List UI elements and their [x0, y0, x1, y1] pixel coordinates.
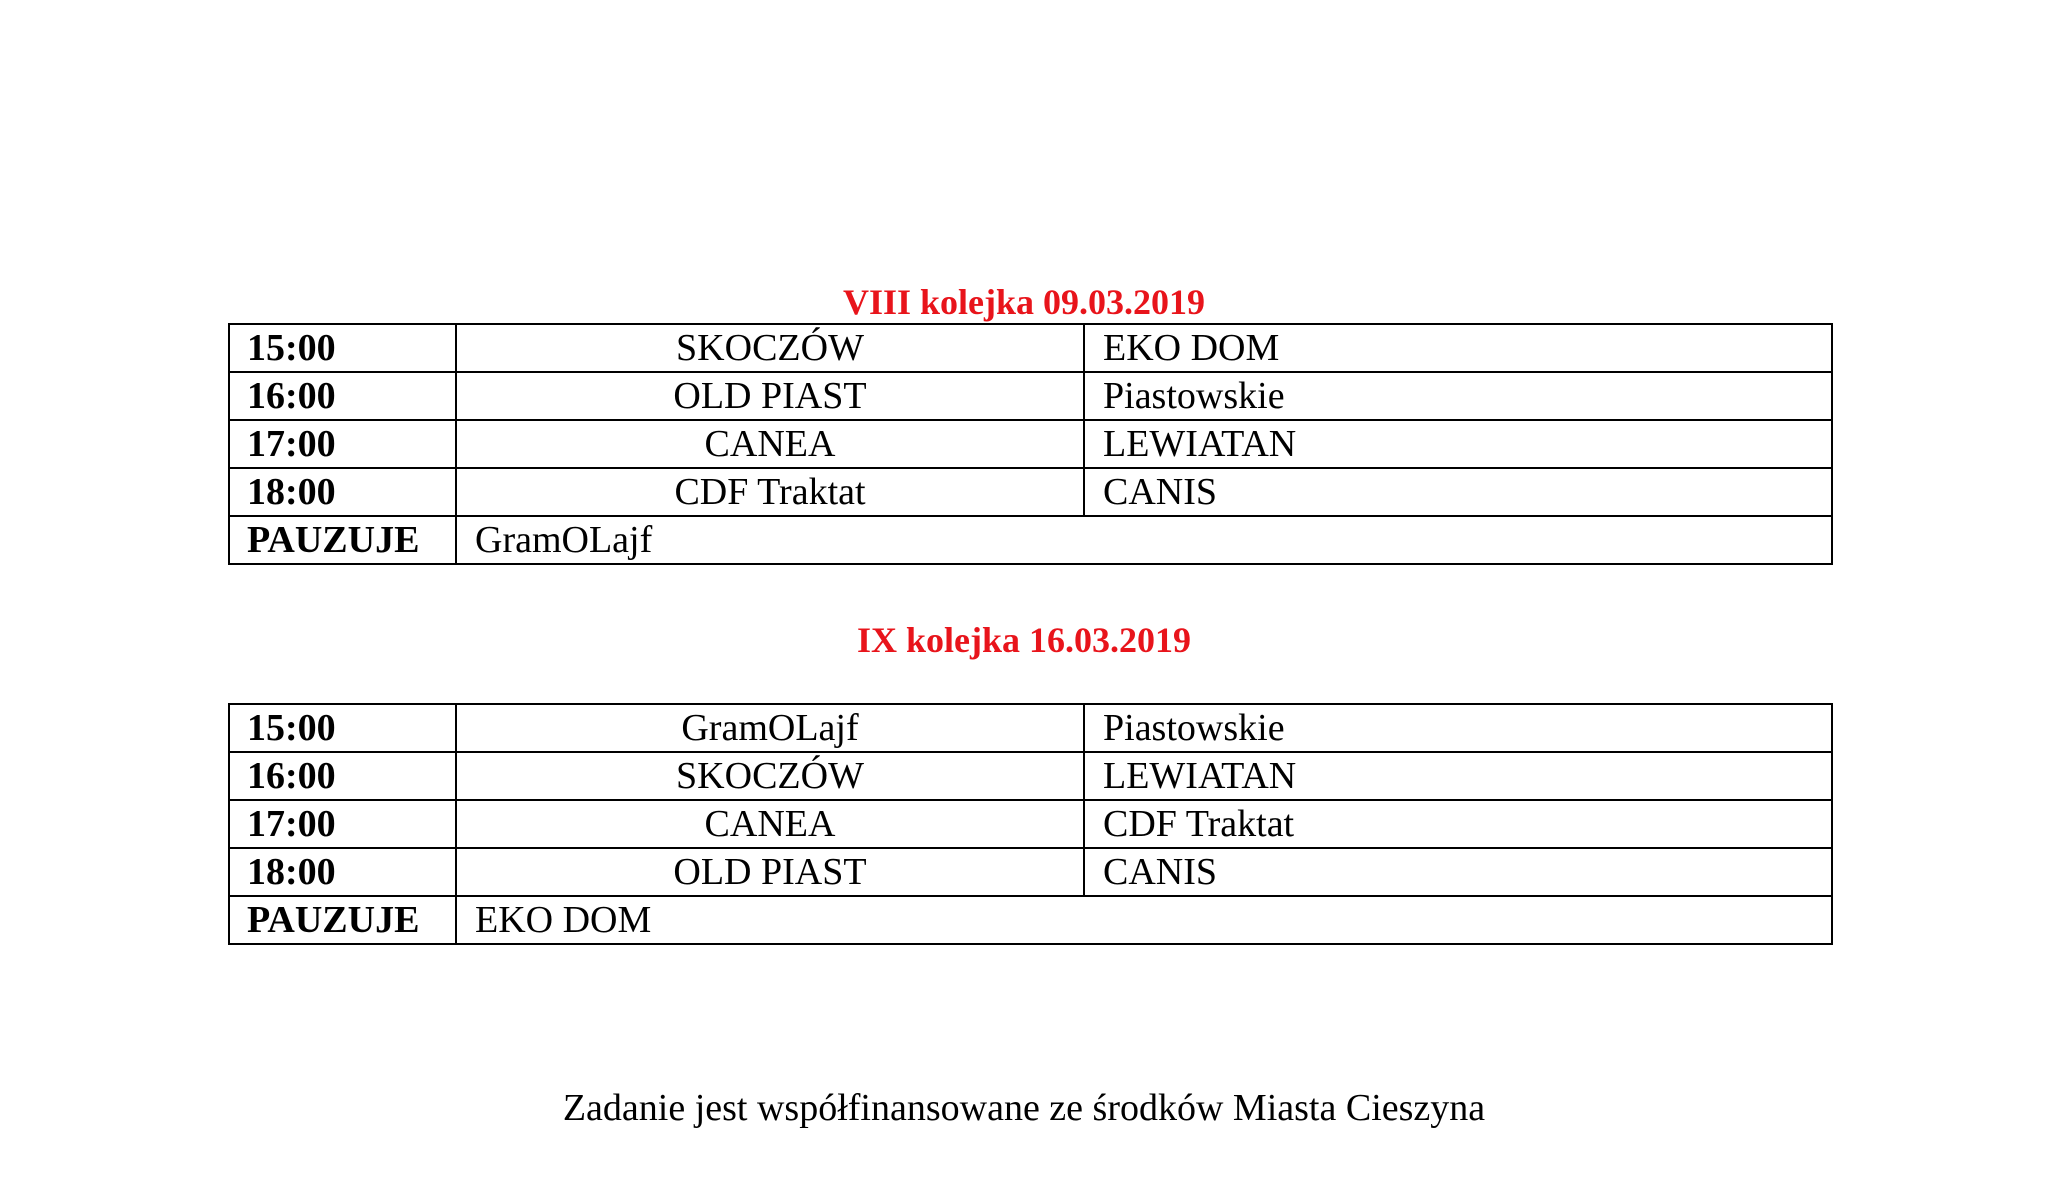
bye-row	[229, 516, 1832, 564]
home-team: CANEA	[456, 420, 1084, 468]
funding-note: Zadanie jest współfinansowane ze środków Miasta Cieszyna	[562, 1087, 1486, 1129]
bye-label: PAUZUJE	[229, 516, 456, 564]
away-team: LEWIATAN	[1084, 420, 1832, 468]
away-team: Piastowskie	[1084, 372, 1832, 420]
table-row	[229, 752, 1832, 800]
match-time: 15:00	[229, 704, 456, 752]
round-title: VIII kolejka 09.03.2019	[842, 282, 1206, 322]
home-team: OLD PIAST	[456, 372, 1084, 420]
bye-row	[229, 896, 1832, 944]
round-title: IX kolejka 16.03.2019	[856, 620, 1192, 660]
match-time: 16:00	[229, 372, 456, 420]
table-row	[229, 848, 1832, 896]
bye-team: GramOLajf	[456, 516, 1832, 564]
schedule-table	[228, 323, 1833, 565]
away-team: CANIS	[1084, 468, 1832, 516]
home-team: OLD PIAST	[456, 848, 1084, 896]
schedule-table	[228, 703, 1833, 945]
home-team: GramOLajf	[456, 704, 1084, 752]
home-team: SKOCZÓW	[456, 324, 1084, 372]
bye-team: EKO DOM	[456, 896, 1832, 944]
match-time: 17:00	[229, 420, 456, 468]
table-row	[229, 324, 1832, 372]
bye-label: PAUZUJE	[229, 896, 456, 944]
match-time: 17:00	[229, 800, 456, 848]
table-row	[229, 372, 1832, 420]
match-time: 18:00	[229, 468, 456, 516]
table-row	[229, 468, 1832, 516]
table-row	[229, 704, 1832, 752]
match-time: 18:00	[229, 848, 456, 896]
away-team: LEWIATAN	[1084, 752, 1832, 800]
away-team: CANIS	[1084, 848, 1832, 896]
home-team: CANEA	[456, 800, 1084, 848]
home-team: SKOCZÓW	[456, 752, 1084, 800]
home-team: CDF Traktat	[456, 468, 1084, 516]
away-team: Piastowskie	[1084, 704, 1832, 752]
match-time: 15:00	[229, 324, 456, 372]
away-team: EKO DOM	[1084, 324, 1832, 372]
table-row	[229, 800, 1832, 848]
away-team: CDF Traktat	[1084, 800, 1832, 848]
match-time: 16:00	[229, 752, 456, 800]
table-row	[229, 420, 1832, 468]
